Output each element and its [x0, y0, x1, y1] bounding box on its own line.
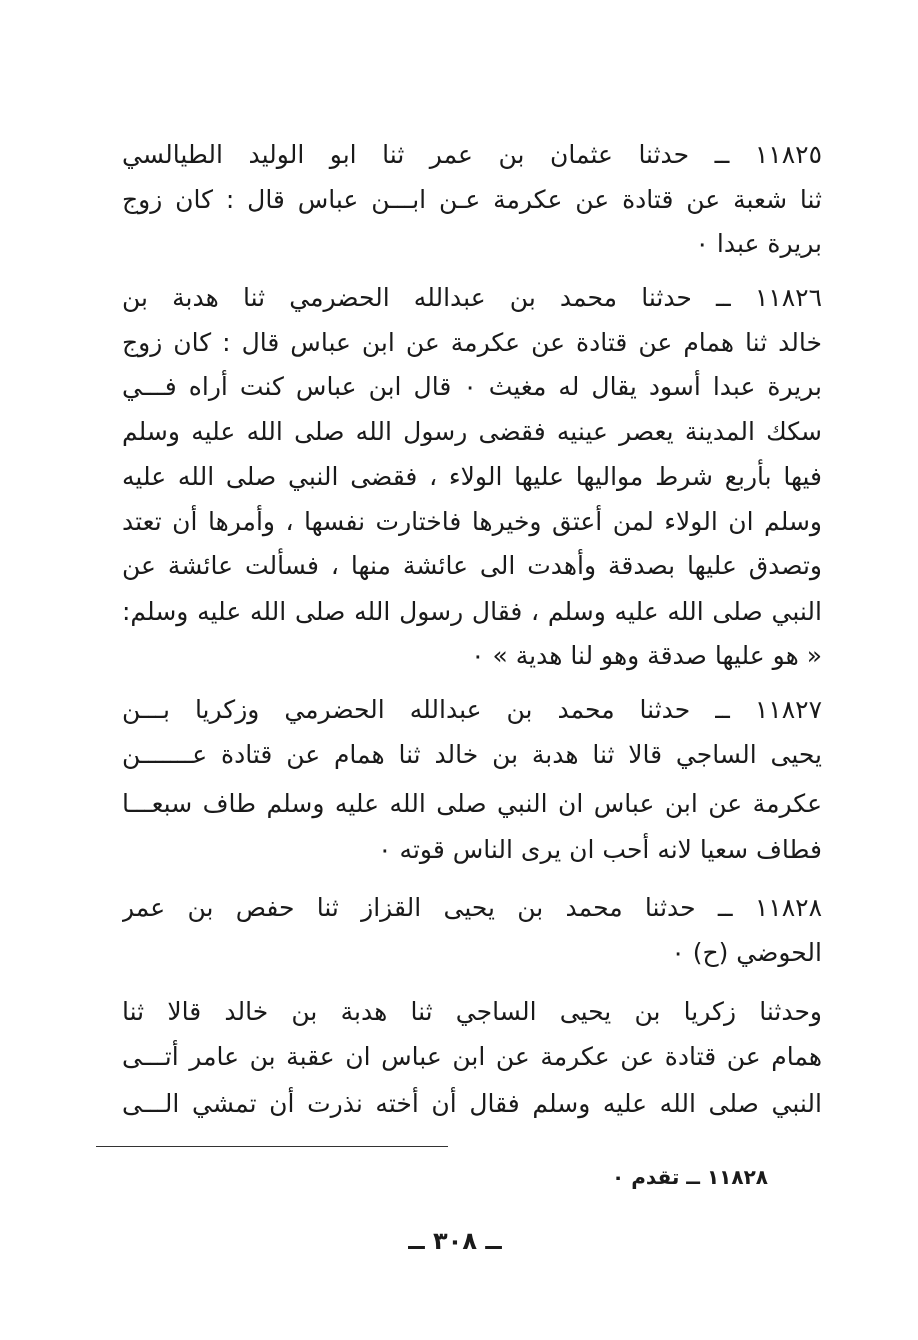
hadith-11828-line-2: الحوضي (ح) ٠	[671, 938, 822, 967]
hadith-11827-line-4: فطاف سعيا لانه أحب ان يرى الناس قوته ٠	[378, 835, 822, 864]
footnote-divider	[96, 1146, 448, 1147]
hadith-11827-line-3: عكرمة عن ابن عباس ان النبي صلى الله عليه وسلم طاف سبعـــا	[122, 789, 822, 818]
footnote: ١١٨٢٨ ــ تقدم ٠	[612, 1165, 768, 1189]
hadith-11826-line-4: سكك المدينة يعصر عينيه فقضى رسول الله صلى الله عليه وسلم	[122, 417, 822, 446]
hadith-11826-line-1: ١١٨٢٦ ــ حدثنا محمد بن عبدالله الحضرمي ثنا هدبة بن	[122, 283, 822, 312]
hadith-11826-line-5: فيها بأربع شرط مواليها عليها الولاء ، فقضى النبي صلى الله عليه	[122, 462, 822, 491]
hadith-11825-line-1: ١١٨٢٥ ــ حدثنا عثمان بن عمر ثنا ابو الوليد الطيالسي	[122, 140, 822, 169]
hadith-11827-line-2: يحيى الساجي قالا ثنا هدبة بن خالد ثنا همام عن قتادة عـــــــن	[122, 740, 822, 769]
hadith-11826-line-7: وتصدق عليها بصدقة وأهدت الى عائشة منها ، فسألت عائشة عن	[122, 551, 822, 580]
hadith-11825-line-2: ثنا شعبة عن قتادة عن عكرمة عـن ابـــن عباس قال : كان زوج	[122, 185, 822, 214]
hadith-11827-line-1: ١١٨٢٧ ــ حدثنا محمد بن عبدالله الحضرمي وزكريا بـــن	[122, 695, 822, 724]
hadith-11826-line-6: وسلم ان الولاء لمن أعتق وخيرها فاختارت نفسها ، وأمرها أن تعتد	[122, 507, 822, 536]
hadith-11828-line-1: ١١٨٢٨ ــ حدثنا محمد بن يحيى القزاز ثنا حفص بن عمر	[122, 893, 822, 922]
hadith-11826-line-2: خالد ثنا همام عن قتادة عن عكرمة عن ابن عباس قال : كان زوج	[122, 328, 822, 357]
continuation-line-3: النبي صلى الله عليه وسلم فقال أن أخته نذرت أن تمشي الـــى	[122, 1089, 822, 1118]
hadith-11826-line-8: النبي صلى الله عليه وسلم ، فقال رسول الله صلى الله عليه وسلم:	[122, 597, 822, 626]
hadith-11825-line-3: بريرة عبدا ٠	[695, 229, 822, 258]
hadith-11826-line-3: بريرة عبدا أسود يقال له مغيث ٠ قال ابن عباس كنت أراه فـــي	[122, 372, 822, 401]
hadith-11826-line-9: « هو عليها صدقة وهو لنا هدية » ٠	[471, 641, 822, 670]
page-number: ــ ٣٠٨ ــ	[408, 1227, 502, 1255]
continuation-line-1: وحدثنا زكريا بن يحيى الساجي ثنا هدبة بن خالد قالا ثنا	[122, 997, 822, 1026]
continuation-line-2: همام عن قتادة عن عكرمة عن ابن عباس ان عقبة بن عامر أتـــى	[122, 1042, 822, 1071]
